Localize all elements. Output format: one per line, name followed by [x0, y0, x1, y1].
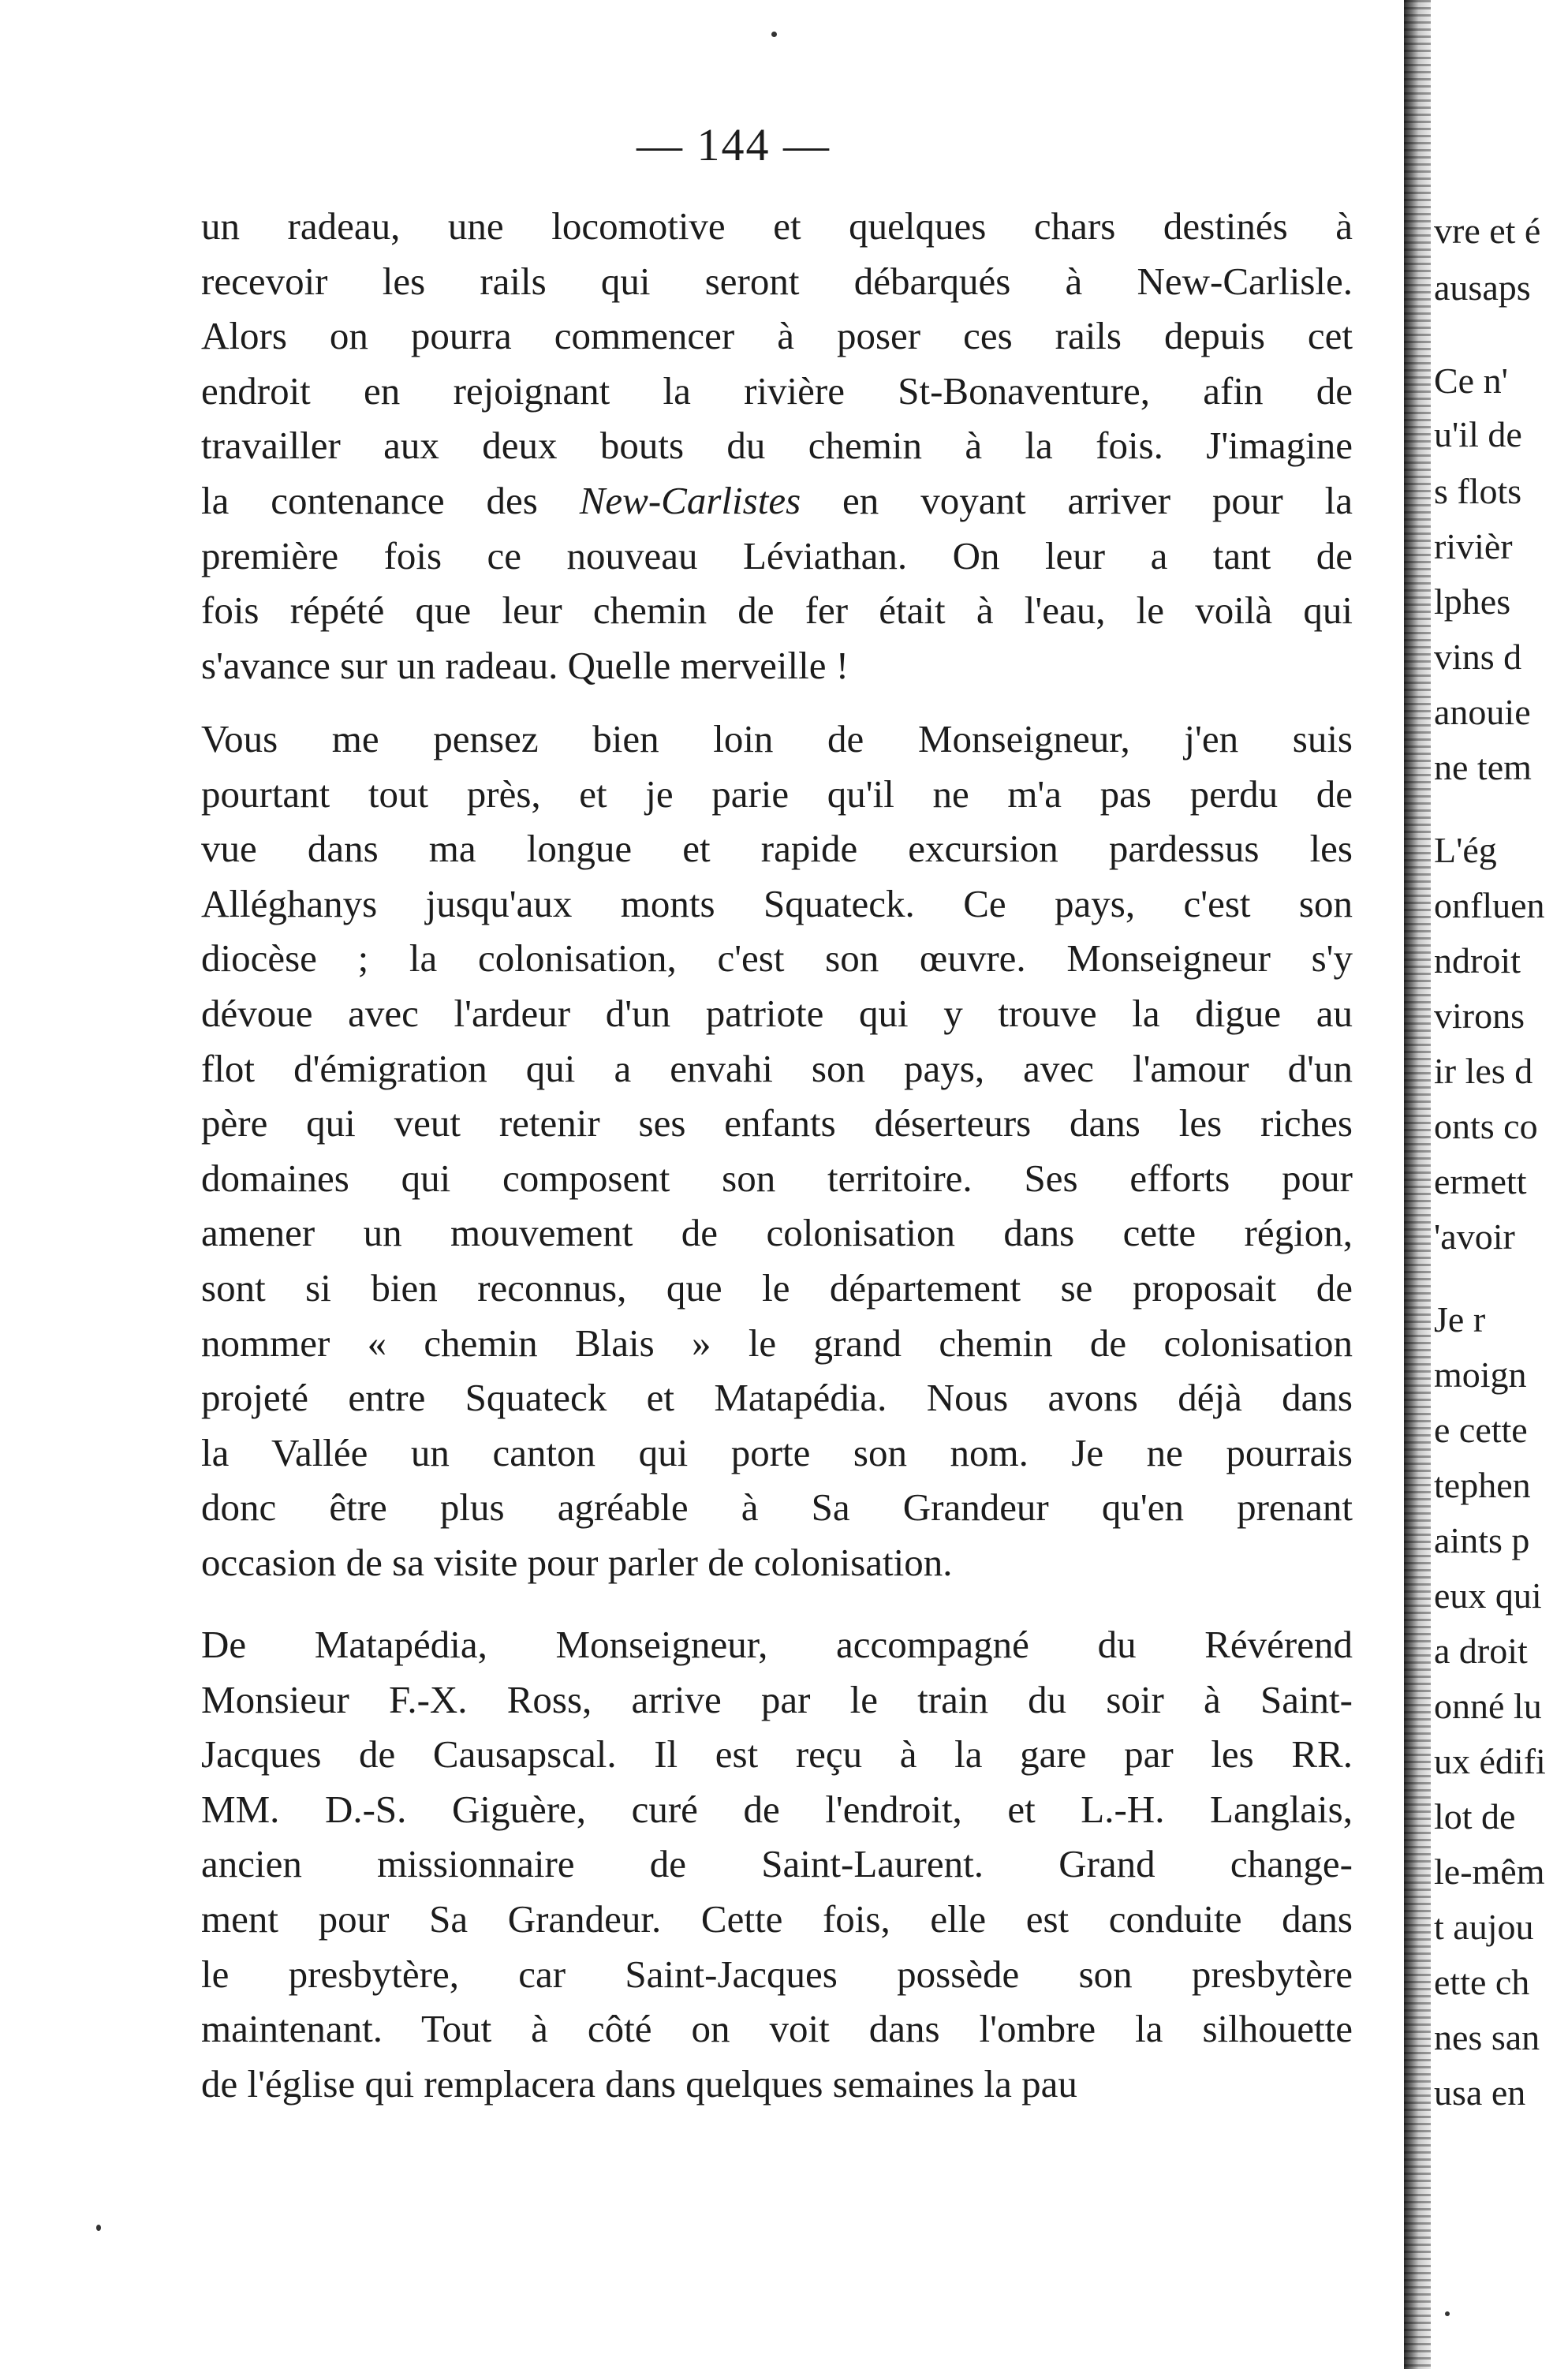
edge-text-fragment: moign: [1434, 1355, 1527, 1395]
page-gutter-shadow: [1404, 0, 1431, 2369]
edge-text-fragment: lot de: [1434, 1796, 1516, 1837]
text-line: le presbytère, car Saint-Jacques possède son presbytère: [201, 1952, 1353, 1996]
edge-text-fragment: ermett: [1434, 1161, 1527, 1201]
edge-text-fragment: ir les d: [1434, 1051, 1533, 1091]
edge-text-fragment: nes san: [1434, 2017, 1540, 2057]
text-segment: la contenance des: [201, 478, 580, 522]
edge-text-fragment: Je r: [1434, 1299, 1486, 1340]
text-line: travailler aux deux bouts du chemin à la fois. J'imagine: [201, 424, 1353, 468]
edge-text-fragment: lphes: [1434, 581, 1511, 622]
text-line: père qui veut retenir ses enfants déserteurs dans les riches: [201, 1101, 1353, 1145]
text-line: donc être plus agréable à Sa Grandeur qu'en prenant: [201, 1485, 1353, 1530]
paragraph-3: [201, 1617, 1353, 2111]
text-line: sont si bien reconnus, que le département se proposait de: [201, 1265, 1353, 1310]
text-line: endroit en rejoignant la rivière St-Bonaventure, afin de: [201, 368, 1353, 413]
scan-speck: [771, 32, 777, 37]
text-line: Monsieur F.-X. Ross, arrive par le train du soir à Saint-: [201, 1677, 1353, 1721]
text-line: projeté entre Squateck et Matapédia. Nous avons déjà dans: [201, 1376, 1353, 1420]
text-line: s'avance sur un radeau. Quelle merveille !: [201, 643, 849, 687]
scan-speck: [96, 2225, 101, 2231]
text-line: ment pour Sa Grandeur. Cette fois, elle est conduite dans: [201, 1896, 1353, 1941]
edge-text-fragment: virons: [1434, 996, 1525, 1036]
scan-speck: [1445, 2311, 1450, 2316]
edge-text-fragment: vins d: [1434, 637, 1522, 677]
text-line: dévoue avec l'ardeur d'un patriote qui y trouve la digue au: [201, 991, 1353, 1035]
edge-text-fragment: eux qui: [1434, 1575, 1542, 1616]
text-line: [201, 473, 1353, 529]
text-line: la Vallée un canton qui porte son nom. Je ne pourrais: [201, 1430, 1353, 1474]
edge-text-fragment: anouie: [1434, 692, 1531, 732]
edge-text-fragment: ux édifi: [1434, 1741, 1546, 1781]
edge-text-fragment: vre et é: [1434, 211, 1541, 251]
paragraph-2: [201, 712, 1353, 1590]
edge-text-fragment: aints p: [1434, 1520, 1530, 1560]
text-line: vue dans ma longue et rapide excursion pardessus les: [201, 827, 1353, 871]
text-line: ancien missionnaire de Saint-Laurent. Grand change-: [201, 1842, 1353, 1886]
edge-text-fragment: tephen: [1434, 1465, 1531, 1505]
edge-text-fragment: ndroit: [1434, 940, 1521, 981]
edge-text-fragment: e cette: [1434, 1410, 1528, 1450]
text-line: De Matapédia, Monseigneur, accompagné du Révérend: [201, 1623, 1353, 1666]
adjacent-page-edge: [1404, 0, 1568, 2369]
text-line: diocèse ; la colonisation, c'est son œuvre. Monseigneur s'y: [201, 936, 1353, 981]
edge-text-fragment: Ce n': [1434, 361, 1508, 401]
edge-text-fragment: 'avoir: [1434, 1216, 1515, 1257]
edge-text-fragment: rivièr: [1434, 526, 1513, 566]
text-line: MM. D.-S. Giguère, curé de l'endroit, et L.-H. Langlais,: [201, 1787, 1353, 1831]
paragraph-1: [201, 199, 1353, 693]
edge-text-fragment: usa en: [1434, 2072, 1526, 2113]
edge-text-fragment: t aujou: [1434, 1907, 1534, 1947]
text-line: Alléghanys jusqu'aux monts Squateck. Ce pays, c'est son: [201, 881, 1353, 925]
edge-text-fragment: le-mêm: [1434, 1851, 1545, 1892]
text-line: Jacques de Causapscal. Il est reçu à la gare par les RR.: [201, 1732, 1353, 1777]
edge-text-fragment: L'ég: [1434, 830, 1497, 870]
text-line: domaines qui composent son territoire. Ses efforts pour: [201, 1156, 1353, 1200]
edge-text-fragment: onts co: [1434, 1106, 1538, 1146]
text-line: flot d'émigration qui a envahi son pays, avec l'amour d'un: [201, 1046, 1353, 1090]
text-line: occasion de sa visite pour parler de colonisation.: [201, 1540, 953, 1584]
edge-text-fragment: s flots: [1434, 471, 1522, 511]
edge-text-fragment: ausaps: [1434, 267, 1531, 308]
text-line: Alors on pourra commencer à poser ces rails depuis cet: [201, 314, 1353, 358]
edge-text-fragment: onné lu: [1434, 1686, 1542, 1726]
text-line: première fois ce nouveau Léviathan. On leur a tant de: [201, 533, 1353, 577]
text-line: Vous me pensez bien loin de Monseigneur, j'en suis: [201, 717, 1353, 760]
edge-text-fragment: ette ch: [1434, 1962, 1530, 2002]
text-line: de l'église qui remplacera dans quelques semaines la pau: [201, 2061, 1077, 2106]
text-segment: en voyant arriver pour la: [801, 478, 1353, 522]
text-line: pourtant tout près, et je parie qu'il ne m'a pas perdu de: [201, 772, 1353, 816]
text-line: nommer « chemin Blais » le grand chemin de colonisation: [201, 1321, 1353, 1365]
text-line: amener un mouvement de colonisation dans cette région,: [201, 1211, 1353, 1255]
page-number: — 144 —: [637, 119, 831, 170]
edge-text-fragment: a droit: [1434, 1631, 1528, 1671]
text-line: fois répété que leur chemin de fer était à l'eau, le voilà qui: [201, 589, 1353, 633]
italic-text-segment: New-Carlistes: [579, 478, 801, 522]
edge-text-fragment: u'il de: [1434, 414, 1522, 454]
edge-text-fragment: onfluen: [1434, 885, 1545, 925]
text-line: maintenant. Tout à côté on voit dans l'ombre la silhouette: [201, 2007, 1353, 2051]
text-line: un radeau, une locomotive et quelques chars destinés à: [201, 204, 1353, 248]
edge-text-fragment: ne tem: [1434, 747, 1532, 787]
text-line: recevoir les rails qui seront débarqués à New-Carlisle.: [201, 259, 1353, 303]
